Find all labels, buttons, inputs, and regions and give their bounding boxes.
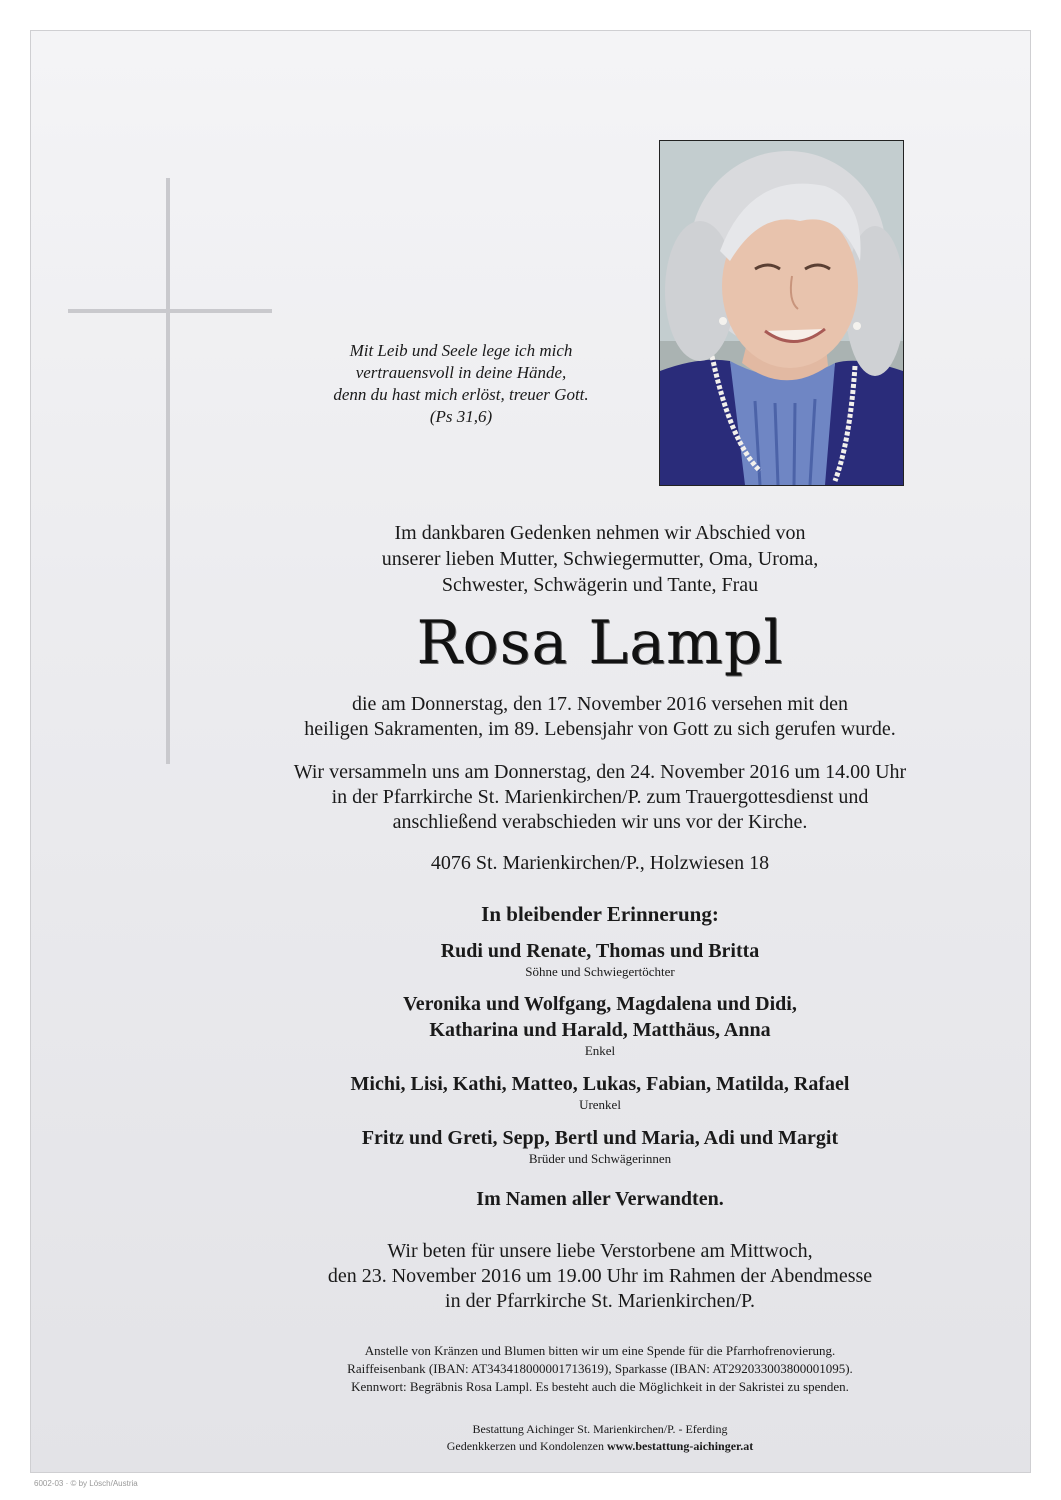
rosary-line: Wir beten für unsere liebe Verstorbene am Mittwoch, xyxy=(387,1240,813,1262)
verse-reference: (Ps 31,6) xyxy=(429,407,493,426)
intro-line: Im dankbaren Gedenken nehmen wir Abschied von xyxy=(394,522,806,544)
website-link[interactable]: www.bestattung-aichinger.at xyxy=(607,1439,754,1453)
donation-note xyxy=(200,1342,1000,1396)
print-code: 6002-03 · © by Lösch/Austria xyxy=(34,1479,138,1488)
cross-horizontal-bar xyxy=(68,309,272,313)
service-line: in der Pfarrkirche St. Marienkirchen/P. zum Trauergottesdienst und xyxy=(331,786,869,808)
funeral-home-name: Bestattung Aichinger St. Marienkirchen/P. - Eferding xyxy=(472,1422,728,1436)
address: 4076 St. Marienkirchen/P., Holzwiesen 18 xyxy=(430,852,770,874)
mourner-names: Katharina und Harald, Matthäus, Anna xyxy=(429,1019,771,1041)
mourner-names: Rudi und Renate, Thomas und Britta xyxy=(440,940,760,962)
donation-line: Raiffeisenbank (IBAN: AT343418000001713619), Sparkasse (IBAN: AT292033003800001095). xyxy=(347,1361,853,1376)
portrait-photo xyxy=(659,140,904,486)
memory-title: In bleibender Erinnerung: xyxy=(481,902,719,926)
rosary-line: in der Pfarrkirche St. Marienkirchen/P. xyxy=(445,1290,755,1312)
mourner-group xyxy=(200,991,1000,1059)
mourner-relation: Urenkel xyxy=(579,1097,621,1112)
mourner-relation: Söhne und Schwiegertöchter xyxy=(525,964,675,979)
death-line: heiligen Sakramenten, im 89. Lebensjahr von Gott zu sich gerufen wurde. xyxy=(304,718,896,740)
cross-vertical-bar xyxy=(166,178,170,764)
funeral-home xyxy=(200,1421,1000,1455)
verse-line: Mit Leib und Seele lege ich mich xyxy=(349,341,573,360)
donation-line: Anstelle von Kränzen und Blumen bitten wir um eine Spende für die Pfarrhofrenovierung. xyxy=(364,1343,836,1358)
service-line: anschließend verabschieden wir uns vor der Kirche. xyxy=(392,811,808,833)
condolence-label: Gedenkkerzen und Kondolenzen xyxy=(446,1439,608,1453)
closing-line: Im Namen aller Verwandten. xyxy=(476,1188,724,1210)
rosary-info xyxy=(200,1239,1000,1314)
mourner-group xyxy=(200,1125,1000,1167)
verse-line: vertrauensvoll in deine Hände, xyxy=(355,363,567,382)
death-line: die am Donnerstag, den 17. November 2016 versehen mit den xyxy=(352,693,848,715)
donation-line: Kennwort: Begräbnis Rosa Lampl. Es besteht auch die Möglichkeit in der Sakristei zu spenden. xyxy=(351,1379,849,1394)
mourner-group xyxy=(200,938,1000,980)
mourner-group xyxy=(200,1071,1000,1113)
farewell-intro xyxy=(200,520,1000,598)
mourner-names: Michi, Lisi, Kathi, Matteo, Lukas, Fabian, Matilda, Rafael xyxy=(350,1073,850,1095)
intro-line: unserer lieben Mutter, Schwiegermutter, Oma, Uroma, xyxy=(381,548,819,570)
verse-line: denn du hast mich erlöst, treuer Gott. xyxy=(333,385,589,404)
service-info xyxy=(200,760,1000,835)
deceased-name: Rosa Lampl xyxy=(416,608,784,678)
psalm-verse xyxy=(300,340,622,428)
mourner-relation: Brüder und Schwägerinnen xyxy=(528,1151,672,1166)
death-notice xyxy=(200,692,1000,742)
service-line: Wir versammeln uns am Donnerstag, den 24. November 2016 um 14.00 Uhr xyxy=(293,761,907,783)
mourner-names: Fritz und Greti, Sepp, Bertl und Maria, Adi und Margit xyxy=(361,1127,839,1149)
mourner-relation: Enkel xyxy=(584,1043,616,1058)
portrait-illustration xyxy=(660,141,903,485)
rosary-line: den 23. November 2016 um 19.00 Uhr im Rahmen der Abendmesse xyxy=(327,1265,873,1287)
funeral-home-contact xyxy=(200,1438,1000,1455)
mourner-names: Veronika und Wolfgang, Magdalena und Didi, xyxy=(403,993,797,1015)
intro-line: Schwester, Schwägerin und Tante, Frau xyxy=(441,574,759,596)
